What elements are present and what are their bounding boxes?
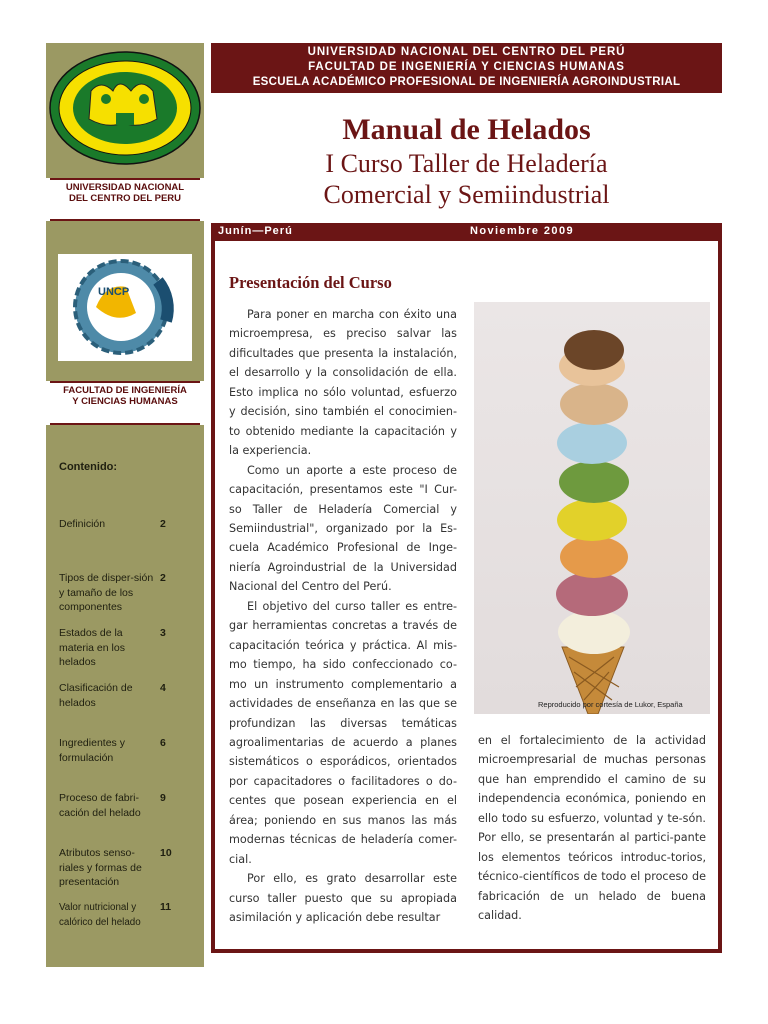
toc-item-page: 10: [160, 847, 172, 859]
institution-header-band: [211, 43, 722, 93]
university-name-line2: DEL CENTRO DEL PERU: [68, 193, 182, 204]
toc-item-page: 6: [160, 737, 166, 749]
faculty-name-heading: [46, 381, 204, 425]
toc-item-label: Ingredientes y formulación: [59, 737, 125, 764]
toc-item-page: 3: [160, 627, 166, 639]
toc-item-page: 2: [160, 572, 166, 584]
paragraph: El objetivo del curso taller es entre-gar herramientas concretas a través de capacitación teórica y práctica. Al mis-mo tiempo, ha sido confeccionado co-mo un instrumento complementario a actividades de enseñanza en las que se profundizan las diversas temáticas agroalimentarias de acuerdo a planes sistemáticos o esporádicos, orientados por capacitadores o facilitadores o do-centes que posean experiencia en el área; poniendo en sus manos las más modernas técnicas de heladería comer-cial.: [229, 599, 457, 866]
header-school: ESCUELA ACADÉMICO PROFESIONAL DE INGENIERÍA AGROINDUSTRIAL: [252, 76, 681, 88]
page-title: Manual de Helados: [342, 113, 591, 146]
photo-caption: Reproducido por cortesía de Lukor, España: [538, 700, 683, 709]
toc-item-label: Atributos senso-riales y formas de presentación: [59, 847, 142, 888]
university-name-line1: UNIVERSIDAD NACIONAL: [65, 182, 185, 193]
toc-item-label: Definición: [59, 518, 106, 530]
sidebar: [46, 43, 204, 967]
toc-item[interactable]: [59, 626, 199, 670]
paragraph: en el fortalecimiento de la actividad microempresarial de muchas personas que han emprendido el camino de su independencia económica, poniendo en ello todo su esfuerzo, voluntad y te-són. Por ello, se presentarán al partici-pante los elementos teóricos introduc-torios, técnico-científicos de todo el proceso de fabricación de un helado de buena calidad.: [478, 734, 706, 923]
contents-title: Contenido:: [59, 461, 118, 473]
toc-item[interactable]: [59, 571, 199, 615]
toc-item-page: 2: [160, 518, 166, 530]
toc-item[interactable]: [59, 517, 199, 532]
toc-item[interactable]: [59, 736, 199, 765]
dateline-place: Junín—Perú: [218, 225, 293, 237]
toc-item-page: 11: [160, 901, 172, 913]
toc-item[interactable]: [59, 846, 199, 890]
faculty-name-line2: Y CIENCIAS HUMANAS: [72, 396, 178, 407]
section-title: Presentación del Curso: [229, 273, 392, 292]
header-faculty: FACULTAD DE INGENIERÍA Y CIENCIAS HUMANAS: [308, 61, 625, 73]
paragraph: Como un aporte a este proceso de capacitación, presentamos este "I Cur-so Taller de Heladería Comercial y Semiindustrial", organizado por la Es-cuela Académico Profesional de Inge-niería Agroindustrial de la Universidad Nacional del Centro del Perú.: [229, 463, 457, 594]
university-seal-logo-box: [46, 43, 204, 172]
ice-cream-stack-image: [474, 302, 710, 714]
dateline-date: Noviembre 2009: [470, 225, 574, 237]
faculty-logo-box: [46, 221, 204, 381]
uncp-logo-label: UNCP: [98, 286, 130, 298]
paragraph: Por ello, es grato desarrollar este curso taller puesto que su apropiada asimilación y aplicación debe resultar: [229, 872, 457, 925]
paragraph: Para poner en marcha con éxito una microempresa, es preciso salvar las dificultades que presenta la instalación, el desarrollo y la consolidación de ella. Esto implica no sólo voluntad, esfuerzo y decisión, sino también el conocimien-to obtenido mediante la capacitación y la experiencia.: [229, 308, 457, 458]
faculty-gear-logo-icon: [46, 221, 204, 381]
toc-item-label: Valor nutricional y calórico del helado: [59, 902, 141, 928]
subtitle-line1: I Curso Taller de Heladería: [325, 149, 608, 178]
toc-item-label: Tipos de disper-sión y tamaño de los componentes: [59, 572, 154, 613]
article-column-right: [478, 731, 706, 926]
toc-item[interactable]: [59, 791, 199, 820]
toc-item-page: 9: [160, 792, 166, 804]
title-block: [211, 112, 722, 210]
subtitle-line2: Comercial y Semiindustrial: [323, 180, 610, 209]
toc-item[interactable]: [59, 681, 199, 710]
header-university: UNIVERSIDAD NACIONAL DEL CENTRO DEL PERÚ: [307, 46, 626, 58]
toc-item-page: 4: [160, 682, 166, 694]
toc-item-label: Clasificación de helados: [59, 682, 133, 709]
university-seal-icon: [46, 43, 204, 172]
faculty-name-line1: FACULTAD DE INGENIERÍA: [63, 385, 187, 396]
article-column-left: [229, 305, 457, 928]
university-name-heading: [46, 178, 204, 221]
toc-item-label: Proceso de fabri-cación del helado: [59, 792, 141, 819]
toc-item[interactable]: [59, 900, 199, 930]
ice-cream-cone-photo: [474, 302, 710, 714]
toc-item-label: Estados de la materia en los helados: [59, 627, 125, 668]
